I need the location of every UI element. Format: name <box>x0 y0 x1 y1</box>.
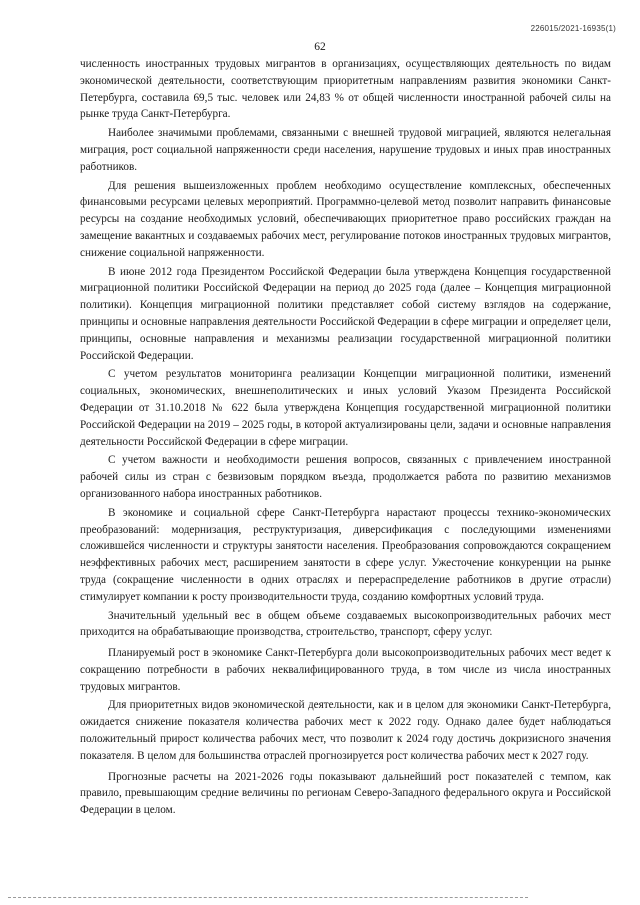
paragraph: В экономике и социальной сфере Санкт-Петербурга нарастают процессы технико-экономических преобразований: модернизация, реструктуризация, диверсификация с последующими изменениями сложившейся численности и структуры занятости населения. Преобразования сопровождаются сокращением неэффективных рабочих мест, расширением занятости в сфере услуг. Ужесточение конкуренции на рынке труда (сокращение численности в одних отраслях и перераспределение работников в другие отрасли) стимулирует компании к росту производительности труда, созданию комфортных условий труда. <box>80 506 611 603</box>
document-body <box>80 56 611 821</box>
page-number: 62 <box>314 41 326 53</box>
paragraph: В июне 2012 года Президентом Российской Федерации была утверждена Концепция государственной миграционной политики Российской Федерации на период до 2025 года (далее – Концепция миграционной политики). Концепция миграционной политики представляет собой систему взглядов на содержание, принципы и основные направления деятельности Российской Федерации в сфере миграции и определяет цели, принципы, основные направления и механизмы реализации государственной миграционной политики Российской Федерации. <box>80 265 611 362</box>
paragraph: С учетом важности и необходимости решения вопросов, связанных с привлечением иностранной рабочей силы из стран с безвизовым порядком въезда, продолжается работа по развитию механизмов организованного набора иностранных работников. <box>80 454 611 500</box>
paragraph: С учетом результатов мониторинга реализации Концепции миграционной политики, изменений социальных, экономических, внешнеполитических и иных условий Указом Президента Российской Федерации от 31.10.2018 № 622 была утверждена Концепция государственной миграционной политики Российской Федерации на 2019 – 2025 годы, в которой актуализированы цели, задачи и основные направления деятельности Российской Федерации в сфере миграции. <box>80 368 611 448</box>
paragraph: Прогнозные расчеты на 2021-2026 годы показывают дальнейший рост показателей с темпом, как правило, превышающим средние величины по регионам Северо-Западного федерального округа и Российской Федерации в целом. <box>80 770 611 817</box>
paragraph: Планируемый рост в экономике Санкт-Петербурга доли высокопроизводительных рабочих мест ведет к сокращению потребности в рабочих неквалифицированного труда, в том числе из числа иностранных трудовых мигрантов. <box>80 647 611 693</box>
paragraph-continuation: численность иностранных трудовых мигрантов в организациях, осуществляющих деятельность по видам экономической деятельности, соответствующим приоритетным направлениям развития экономики Санкт-Петербурга, составила 69,5 тыс. человек или 24,83 % от общей численности иностранной рабочей силы на рынке труда Санкт-Петербурга. <box>80 58 611 121</box>
document-registration-number: 226015/2021-16935(1) <box>530 24 616 33</box>
scan-edge-line <box>8 897 528 899</box>
paragraph: Наиболее значимыми проблемами, связанными с внешней трудовой миграцией, являются нелегальная миграция, рост социальной напряженности среди населения, нарушение трудовых и иных прав иностранных работников. <box>80 127 611 173</box>
paragraph: Значительный удельный вес в общем объеме создаваемых высокопроизводительных рабочих мест приходится на обрабатывающие производства, строительство, транспорт, сферу услуг. <box>80 609 611 639</box>
paragraph: Для приоритетных видов экономической деятельности, как и в целом для экономики Санкт-Петербурга, ожидается снижение показателя количества рабочих мест к 2022 году. Однако далее будет наблюдаться положительный прирост количества рабочих мест, что позволит к 2024 году достичь докризисного значения показателя. В целом для большинства отраслей прогнозируется рост количества рабочих мест к 2027 году. <box>80 699 611 762</box>
paragraph: Для решения вышеизложенных проблем необходимо осуществление комплексных, обеспеченных финансовыми ресурсами целевых мероприятий. Программно-целевой метод позволит направить финансовые ресурсы на создание необходимых условий, обеспечивающих приоритетное право российских граждан на замещение вакантных и создаваемых рабочих мест, регулирование потоков иностранных трудовых мигрантов, снижение социальной напряженности. <box>80 179 611 259</box>
